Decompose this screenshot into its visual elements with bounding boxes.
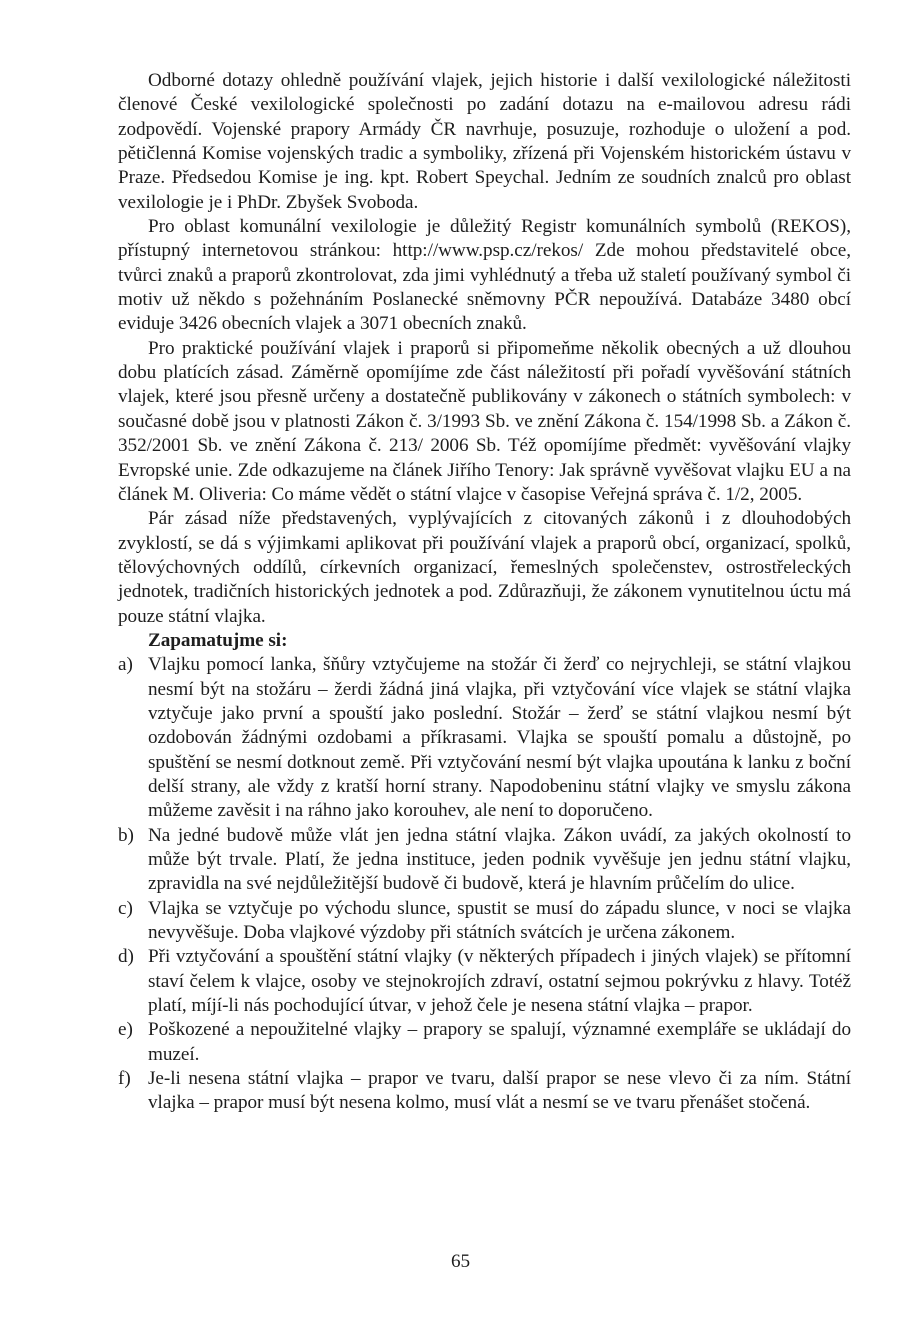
list-marker: e) [118,1019,133,1041]
list-item [118,1018,851,1067]
list-item [118,653,851,823]
section-heading-remember: Zapamatujme si: [148,629,288,651]
list-marker: b) [118,824,134,846]
list-item-text: Vlajku pomocí lanka, šňůry vztyčujeme na stožár či žerď co nejrychleji, se státní vlajkou nesmí být na stožáru – žerdi žádná jiná vlajka, při vztyčování více vlajek se státní vlajka vztyčuje jako první a spouští jako poslední. Stožár – žerď se státní vlajkou nesmí být ozdobován žádnými ozdobami a příkrasami. Vlajka se spouští pomalu a důstojně, po spuštění se nesmí dotknout země. Při vztyčování nesmí být vlajka upoutána k lanku z boční delší strany, ale vždy z kratší horní strany. Napodobeninu státní vlajky ve smyslu zákona můžeme zavěsit i na ráhno jako korouhev, ale není to doporučeno. [148,654,851,822]
rules-list [118,653,851,1116]
paragraph-rekos-registry: Pro oblast komunální vexilologie je důležitý Registr komunálních symbolů (REKOS), přístupný internetovou stránkou: http://www.psp.cz/rekos/ Zde mohou představitelé obce, tvůrci znaků a praporů zkontrolovat, zda jimi vyhlédnutý a třeba už staletí používaný symbol či motiv už někdo s požehnáním Poslanecké sněmovny PČR nepoužívá. Databáze 3480 obcí eviduje 3426 obecních vlajek a 3071 obecních znaků. [118,216,851,335]
list-marker: f) [118,1068,131,1090]
page-number: 65 [450,1251,471,1272]
paragraph-principles-applicability: Pár zásad níže představených, vyplývajících z citovaných zákonů i z dlouhodobých zvyklostí, se dá s výjimkami aplikovat při používání vlajek a praporů obcí, organizací, spolků, tělovýchovných oddílů, církevních organizací, řemeslných společenstev, ostrostřeleckých jednotek, tradičních historických jednotek a pod. Zdůrazňuji, že zákonem vynutitelnou úctu má pouze státní vlajka. [118,508,851,627]
paragraph-expert-inquiries: Odborné dotazy ohledně používání vlajek, jejich historie i další vexilologické náležitosti členové České vexilologické společnosti po zadání dotazu na e-mailovou adresu rádi zodpovědí. Vojenské prapory Armády ČR navrhuje, posuzuje, rozhoduje o uložení a pod. pětičlenná Komise vojenských tradic a symboliky, zřízená při Vojenském historickém ústavu v Praze. Předsedou Komise je ing. kpt. Robert Speychal. Jedním ze soudních znalců pro oblast vexilologie je i PhDr. Zbyšek Svoboda. [118,70,851,213]
list-item [118,824,851,897]
document-page [118,69,851,1116]
list-marker: a) [118,654,133,676]
list-item [118,1067,851,1116]
list-item [118,897,851,946]
paragraph-practical-principles: Pro praktické používání vlajek i praporů si připomeňme několik obecných a už dlouhou dobu platících zásad. Záměrně opomíjíme zde část náležitostí při pořadí vyvěšování státních vlajek, které jsou přesně určeny a dostatečně publikovány v zákonech o státních symbolech: v současné době jsou v platnosti Zákon č. 3/1993 Sb. ve znění Zákona č. 154/1998 Sb. a Zákon č. 352/2001 Sb. ve znění Zákona č. 213/ 2006 Sb. Též opomíjíme předmět: vyvěšování vlajky Evropské unie. Zde odkazujeme na článek Jiřího Tenory: Jak správně vyvěšovat vlajku EU a na článek M. Oliveria: Co máme vědět o státní vlajce v časopise Veřejná správa č. 1/2, 2005. [118,337,851,505]
list-marker: d) [118,946,134,968]
list-item-text: Poškozené a nepoužitelné vlajky – prapory se spalují, významné exempláře se ukládají do muzeí. [148,1019,851,1065]
list-item [118,945,851,1018]
list-marker: c) [118,897,133,919]
list-item-text: Na jedné budově může vlát jen jedna státní vlajka. Zákon uvádí, za jakých okolností to může být trvale. Platí, že jedna instituce, jeden podnik vyvěšuje jen jednu státní vlajku, zpravidla na své nejdůležitější budově či budově, která je hlavním průčelím do ulice. [148,824,851,895]
list-item-text: Je-li nesena státní vlajka – prapor ve tvaru, další prapor se nese vlevo či za ním. Státní vlajka – prapor musí být nesena kolmo, musí vlát a nesmí se ve tvaru přenášet stočená. [148,1068,851,1114]
list-item-text: Při vztyčování a spouštění státní vlajky (v některých případech i jiných vlajek) se přítomní staví čelem k vlajce, osoby ve stejnokrojích zdraví, ostatní sejmou pokrývku z hlavy. Totéž platí, míjí-li nás pochodující útvar, v jehož čele je nesena státní vlajka – prapor. [148,946,851,1017]
list-item-text: Vlajka se vztyčuje po východu slunce, spustit se musí do západu slunce, v noci se vlajka nevyvěšuje. Doba vlajkové výzdoby při státních svátcích je určena zákonem. [148,897,851,944]
